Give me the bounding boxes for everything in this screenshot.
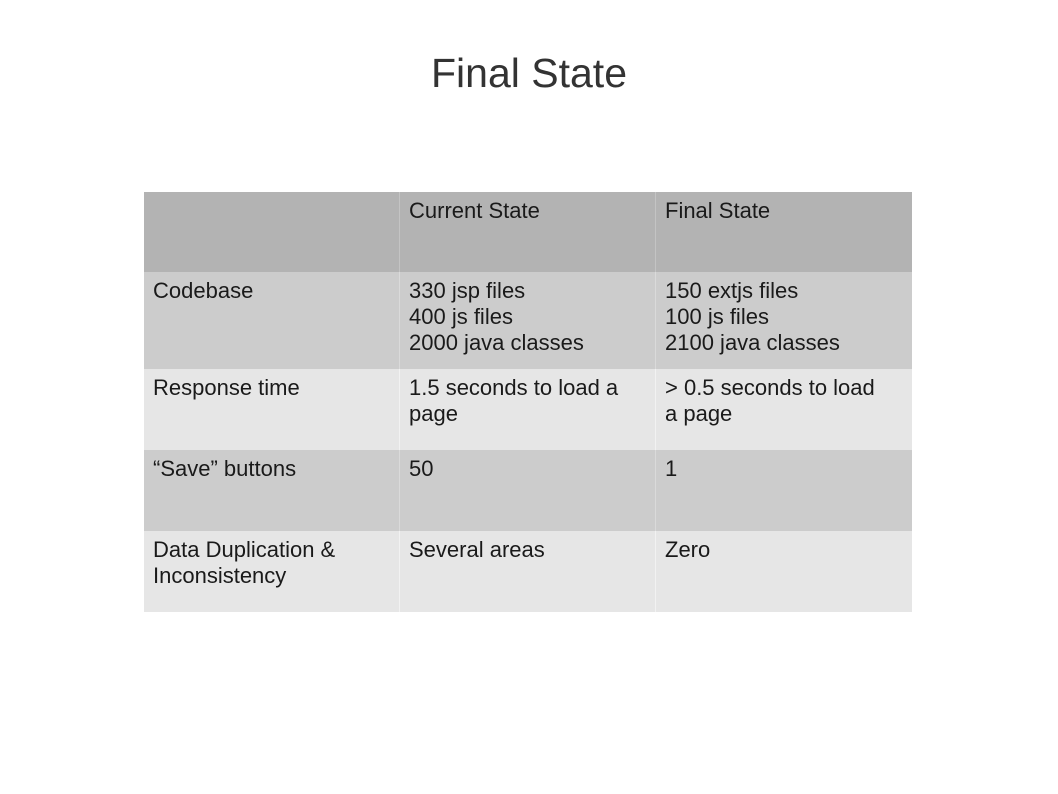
table-cell: 330 jsp files 400 js files 2000 java classes (400, 272, 656, 369)
table-cell: 1 (656, 450, 912, 531)
table-cell: “Save” buttons (144, 450, 400, 531)
table-row (144, 531, 912, 612)
slide-title: Final State (431, 50, 627, 96)
table-cell: > 0.5 seconds to load a page (656, 369, 912, 450)
table-cell: 50 (400, 450, 656, 531)
table-header-cell (144, 192, 400, 272)
table-cell: 150 extjs files 100 js files 2100 java classes (656, 272, 912, 369)
table-cell: Several areas (400, 531, 656, 612)
table-row (144, 450, 912, 531)
table-cell: Response time (144, 369, 400, 450)
comparison-table (144, 192, 912, 612)
table-header-cell: Final State (656, 192, 912, 272)
table-row (144, 272, 912, 369)
table-cell: Data Duplication & Inconsistency (144, 531, 400, 612)
table-cell: Zero (656, 531, 912, 612)
table-header-cell: Current State (400, 192, 656, 272)
table-header-row (144, 192, 912, 272)
table-row (144, 369, 912, 450)
table-cell: Codebase (144, 272, 400, 369)
table-cell: 1.5 seconds to load a page (400, 369, 656, 450)
